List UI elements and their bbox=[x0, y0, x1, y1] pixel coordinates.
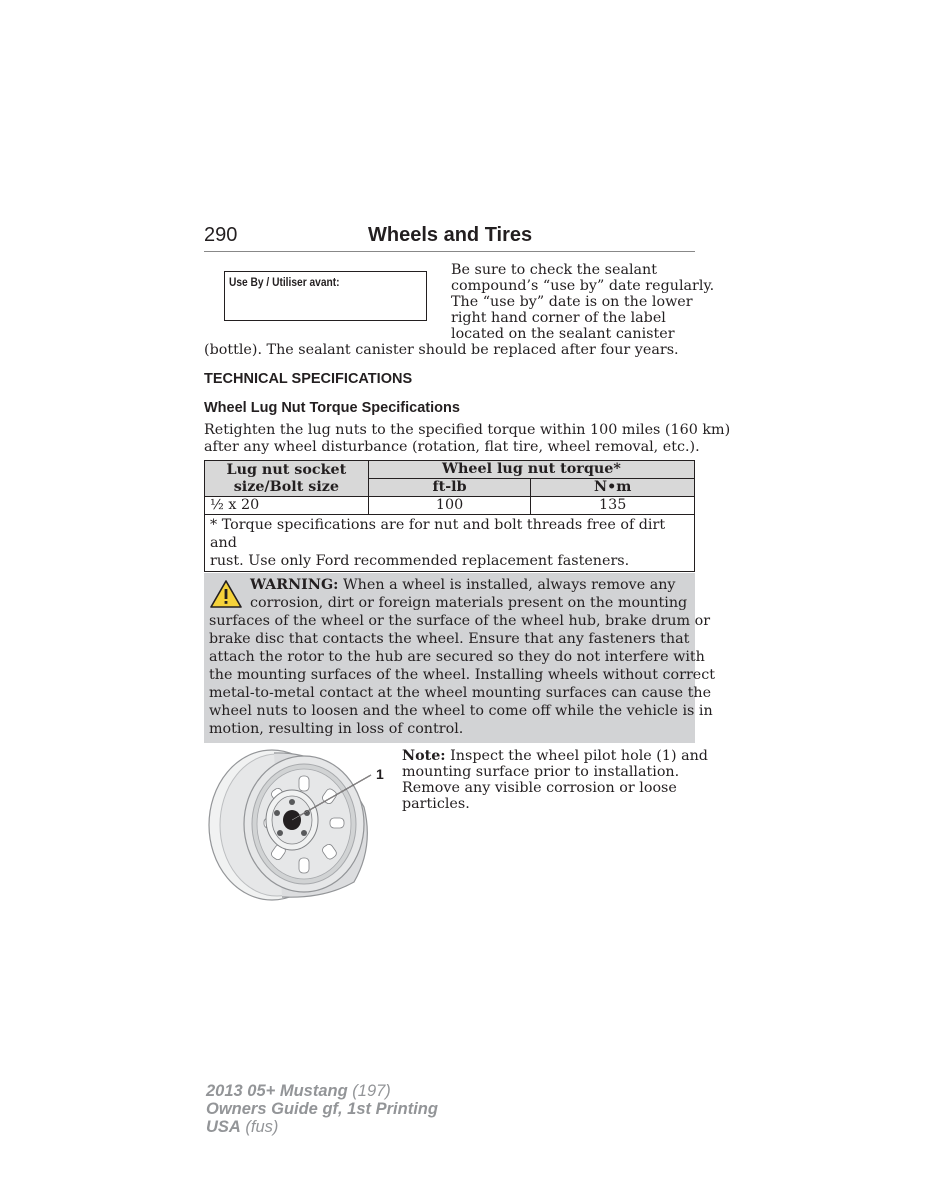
use-by-label-text: Use By / Utiliser avant: bbox=[229, 275, 340, 289]
note-line: Remove any visible corrosion or loose bbox=[402, 780, 677, 796]
note-first-line-text: Inspect the wheel pilot hole (1) and bbox=[445, 748, 708, 764]
chapter-title: Wheels and Tires bbox=[368, 224, 533, 246]
table-header-torque: Wheel lug nut torque* bbox=[368, 461, 694, 479]
note-line: mounting surface prior to installation. bbox=[402, 764, 680, 780]
footer-market-code: (fus) bbox=[240, 1118, 279, 1136]
intro-line: compound’s “use by” date regularly. bbox=[451, 278, 715, 294]
footer-line-3 bbox=[206, 1118, 438, 1136]
table-header-size-line: size/Bolt size bbox=[233, 478, 339, 495]
warning-label: WARNING: bbox=[250, 577, 339, 593]
table-cell-ftlb: 100 bbox=[368, 497, 531, 515]
section-heading: TECHNICAL SPECIFICATIONS bbox=[204, 371, 413, 387]
note-first-line bbox=[402, 748, 708, 764]
warning-first-line bbox=[209, 576, 694, 594]
table-row bbox=[205, 497, 695, 515]
table-header-ftlb: ft-lb bbox=[368, 479, 531, 497]
footer-model-code: (197) bbox=[347, 1082, 391, 1100]
warning-line: corrosion, dirt or foreign materials present on the mounting bbox=[250, 595, 688, 611]
warning-line: attach the rotor to the hub are secured so they do not interfere with bbox=[209, 649, 705, 665]
intro-paragraph bbox=[451, 262, 715, 342]
warning-first-line-text: When a wheel is installed, always remove any bbox=[338, 577, 676, 593]
footer-model: 2013 05+ Mustang bbox=[206, 1082, 348, 1100]
warning-line: surfaces of the wheel or the surface of the wheel hub, brake drum or bbox=[209, 613, 711, 629]
warning-line: motion, resulting in loss of control. bbox=[209, 721, 464, 737]
warning-line: wheel nuts to loosen and the wheel to come off while the vehicle is in bbox=[209, 703, 713, 719]
table-footnote-line: * Torque specifications are for nut and bolt threads free of dirt and bbox=[210, 517, 666, 551]
subsection-heading: Wheel Lug Nut Torque Specifications bbox=[204, 400, 460, 416]
footer-line-2 bbox=[206, 1100, 438, 1118]
table-cell-nm: 135 bbox=[531, 497, 695, 515]
warning-line: brake disc that contacts the wheel. Ensure that any fasteners that bbox=[209, 631, 690, 647]
warning-line: the mounting surfaces of the wheel. Installing wheels without correct bbox=[209, 667, 716, 683]
header-rule bbox=[204, 251, 695, 252]
figure-callout-1: 1 bbox=[376, 766, 384, 782]
table-footnote-line: rust. Use only Ford recommended replacement fasteners. bbox=[210, 553, 630, 569]
intro-line: located on the sealant canister bbox=[451, 326, 675, 342]
table-header-size-line: Lug nut socket bbox=[226, 461, 347, 478]
torque-spec-table bbox=[204, 460, 695, 572]
note-line: particles. bbox=[402, 796, 470, 812]
warning-text bbox=[209, 576, 716, 738]
warning-box bbox=[204, 573, 716, 743]
footer-printing: Owners Guide gf, 1st Printing bbox=[206, 1100, 438, 1118]
footer-market: USA bbox=[206, 1118, 241, 1136]
intro-tail-line: (bottle). The sealant canister should be replaced after four years. bbox=[204, 342, 679, 358]
paragraph-line: Retighten the lug nuts to the specified torque within 100 miles (160 km) bbox=[204, 422, 731, 438]
intro-line: Be sure to check the sealant bbox=[451, 262, 658, 278]
retighten-paragraph bbox=[204, 422, 730, 455]
footer-line-1 bbox=[206, 1082, 438, 1100]
paragraph-line: after any wheel disturbance (rotation, flat tire, wheel removal, etc.). bbox=[204, 438, 700, 455]
table-footnote bbox=[205, 515, 695, 572]
note-paragraph bbox=[402, 748, 708, 812]
note-label: Note: bbox=[402, 748, 446, 764]
page-number: 290 bbox=[204, 224, 238, 246]
warning-line: metal-to-metal contact at the wheel mounting surfaces can cause the bbox=[209, 685, 712, 701]
use-by-label-illustration bbox=[224, 271, 427, 321]
intro-line: right hand corner of the label bbox=[451, 310, 666, 326]
table-header-size bbox=[205, 461, 369, 497]
footer bbox=[206, 1082, 438, 1136]
intro-line: The “use by” date is on the lower bbox=[451, 294, 693, 310]
wheel-illustration bbox=[204, 747, 394, 902]
table-cell-size: ½ x 20 bbox=[205, 497, 369, 515]
table-header-nm: N•m bbox=[531, 479, 695, 497]
